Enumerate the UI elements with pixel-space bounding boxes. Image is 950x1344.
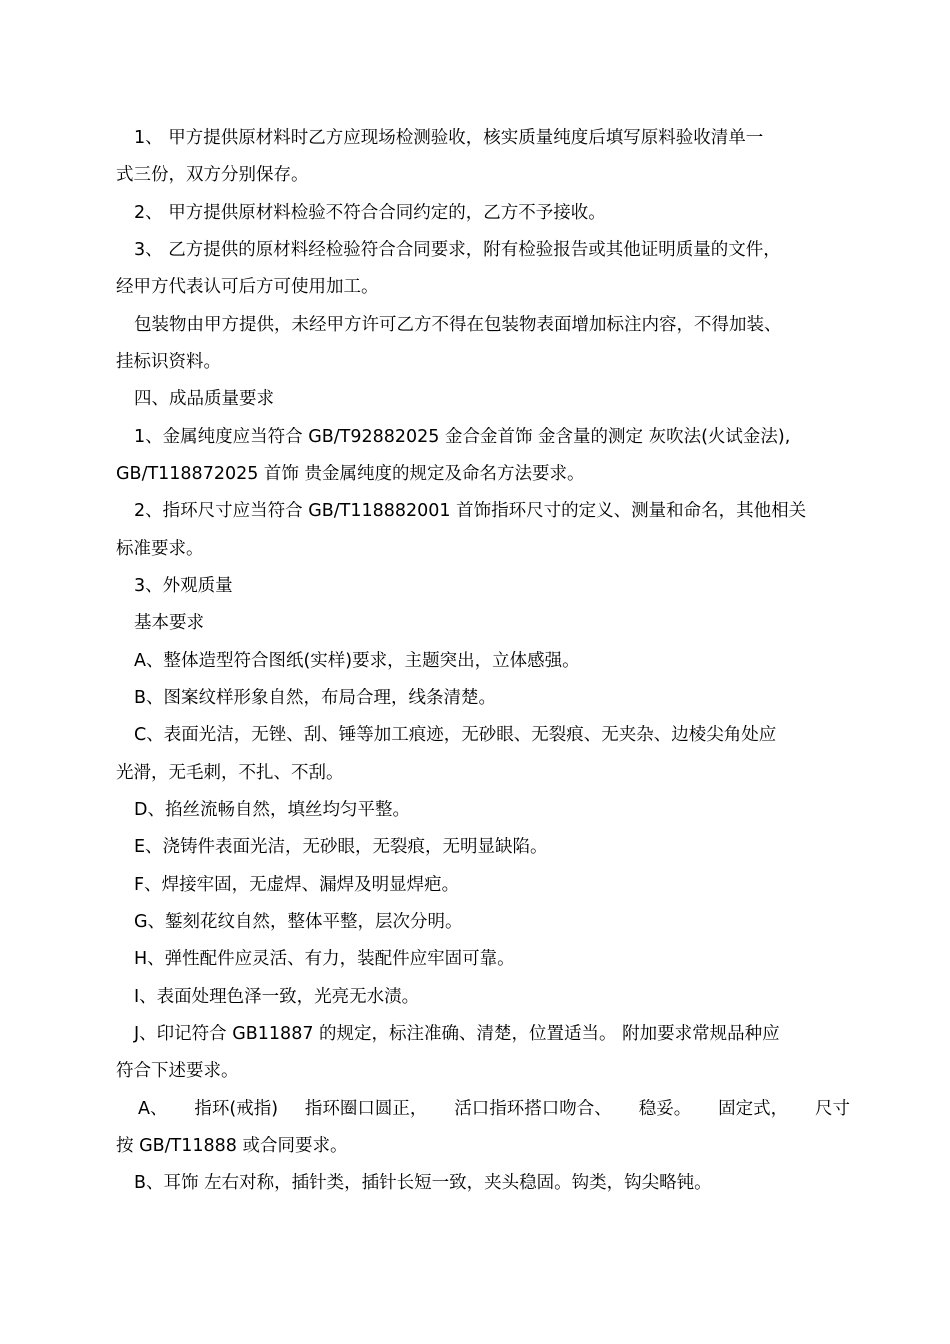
p1-line2: 式三份，双方分别保存。: [116, 165, 309, 185]
q1-line2: GB/T118872025 首饰 贵金属纯度的规定及命名方法要求。: [116, 464, 585, 484]
ring-a-part: 尺寸: [814, 1099, 850, 1119]
ring-a-part: 固定式，: [718, 1099, 789, 1119]
item-b: B、图案纹样形象自然，布局合理，线条清楚。: [134, 688, 497, 708]
p3-line1: 3、 乙方提供的原材料经检验符合合同要求，附有检验报告或其他证明质量的文件，: [134, 240, 781, 260]
item-j-line2: 符合下述要求。: [116, 1061, 239, 1081]
ring-a-line2: 按 GB/T11888 或合同要求。: [116, 1136, 348, 1156]
item-g: G、錾刻花纹自然，整体平整，层次分明。: [134, 912, 463, 932]
ring-a-part: 指环圈口圆正，: [304, 1099, 428, 1119]
ring-a-line1: [138, 1097, 850, 1121]
section4-title: 四、成品质量要求: [134, 389, 274, 409]
item-a: A、整体造型符合图纸(实样)要求，主题突出，立体感强。: [134, 651, 580, 671]
item-c-line2: 光滑，无毛刺，不扎、不刮。: [116, 763, 344, 783]
q2-line1: 2、指环尺寸应当符合 GB/T118882001 首饰指环尺寸的定义、测量和命名，其他相关: [134, 501, 807, 521]
item-h: H、弹性配件应灵活、有力，装配件应牢固可靠。: [134, 949, 515, 969]
item-i: I、表面处理色泽一致，光亮无水渍。: [134, 987, 420, 1007]
item-c-line1: C、表面光洁，无锉、刮、锤等加工痕迹，无砂眼、无裂痕、无夹杂、边棱尖角处应: [134, 725, 777, 745]
p2-line: 2、 甲方提供原材料检验不符合合同约定的，乙方不予接收。: [134, 203, 606, 223]
p1-line1: 1、 甲方提供原材料时乙方应现场检测验收，核实质量纯度后填写原料验收清单一: [134, 128, 764, 148]
q1-line1: 1、金属纯度应当符合 GB/T92882025 金合金首饰 金含量的测定 灰吹法(火试金法),: [134, 427, 791, 447]
p4-line1: 包装物由甲方提供，未经甲方许可乙方不得在包装物表面增加标注内容，不得加装、: [134, 315, 782, 335]
item-j-line1: J、印记符合 GB11887 的规定，标注准确、清楚，位置适当。 附加要求常规品种应: [134, 1024, 780, 1044]
ring-a-part: A、: [138, 1099, 168, 1119]
item-d: D、掐丝流畅自然，填丝均匀平整。: [134, 800, 410, 820]
p4-line2: 挂标识资料。: [116, 352, 221, 372]
item-f: F、焊接牢固，无虚焊、漏焊及明显焊疤。: [134, 875, 460, 895]
basic-requirements-title: 基本要求: [134, 613, 204, 633]
ear-b-line: B、耳饰 左右对称，插针类，插针长短一致，夹头稳固。钩类，钩尖略钝。: [134, 1173, 712, 1193]
p3-line2: 经甲方代表认可后方可使用加工。: [116, 277, 379, 297]
ring-a-part: 稳妥。: [638, 1099, 692, 1119]
item-e: E、浇铸件表面光洁，无砂眼，无裂痕，无明显缺陷。: [134, 837, 548, 857]
ring-a-part: 指环(戒指): [194, 1099, 279, 1119]
q2-line2: 标准要求。: [116, 539, 204, 559]
ring-a-part: 活口指环搭口吻合、: [454, 1099, 612, 1119]
q3-title: 3、外观质量: [134, 576, 233, 596]
